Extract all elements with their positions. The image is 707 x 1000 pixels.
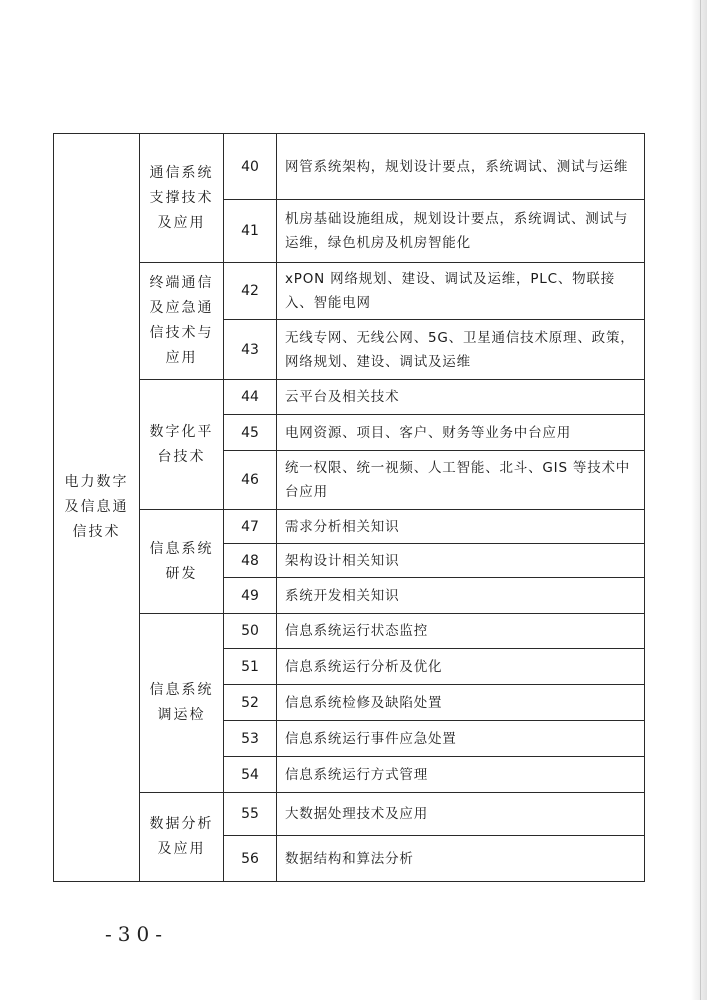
row-description: 数据结构和算法分析	[277, 836, 645, 882]
topic-group-cell	[140, 380, 224, 510]
row-number: 45	[224, 415, 277, 451]
row-description: 云平台及相关技术	[277, 380, 645, 415]
topic-group-cell	[140, 614, 224, 793]
row-number: 46	[224, 451, 277, 510]
row-description: 信息系统运行方式管理	[277, 757, 645, 793]
topic-group-cell	[140, 510, 224, 614]
row-number: 55	[224, 793, 277, 836]
row-description: 架构设计相关知识	[277, 544, 645, 578]
row-description: 大数据处理技术及应用	[277, 793, 645, 836]
row-number: 40	[224, 134, 277, 200]
row-number: 51	[224, 649, 277, 685]
topic-group-label: 数字化平台技术	[149, 423, 214, 465]
row-number: 52	[224, 685, 277, 721]
domain-group-label: 电力数字及信息通信技术	[64, 474, 129, 540]
row-number: 50	[224, 614, 277, 649]
topic-group-cell	[140, 263, 224, 380]
row-number: 43	[224, 320, 277, 380]
row-description: 网管系统架构，规划设计要点，系统调试、测试与运维	[277, 134, 645, 200]
topic-group-label: 通信系统支撑技术及应用	[149, 164, 214, 231]
row-number: 41	[224, 200, 277, 263]
row-number: 54	[224, 757, 277, 793]
table-row	[54, 614, 645, 649]
row-description: 信息系统运行分析及优化	[277, 649, 645, 685]
table-row	[54, 134, 645, 200]
row-number: 42	[224, 263, 277, 320]
table-row	[54, 380, 645, 415]
topic-table	[53, 133, 645, 882]
row-description: 信息系统运行事件应急处置	[277, 721, 645, 757]
row-description: 信息系统检修及缺陷处置	[277, 685, 645, 721]
row-number: 44	[224, 380, 277, 415]
table-row	[54, 793, 645, 836]
row-description: 统一权限、统一视频、人工智能、北斗、GIS 等技术中台应用	[277, 451, 645, 510]
topic-group-label: 信息系统研发	[149, 540, 214, 582]
row-description: 系统开发相关知识	[277, 578, 645, 614]
topic-group-cell	[140, 134, 224, 263]
row-number: 47	[224, 510, 277, 544]
row-description: 信息系统运行状态监控	[277, 614, 645, 649]
row-description: 电网资源、项目、客户、财务等业务中台应用	[277, 415, 645, 451]
topic-group-label: 信息系统调运检	[149, 682, 214, 723]
row-number: 53	[224, 721, 277, 757]
table-row	[54, 510, 645, 544]
page-edge-shadow	[691, 0, 707, 1000]
topic-group-cell	[140, 793, 224, 882]
page-edge-line	[700, 0, 701, 1000]
row-description: 需求分析相关知识	[277, 510, 645, 544]
row-description: 机房基础设施组成，规划设计要点，系统调试、测试与运维，绿色机房及机房智能化	[277, 200, 645, 263]
topic-group-label: 终端通信及应急通信技术与应用	[149, 275, 214, 366]
topic-group-label: 数据分析及应用	[149, 816, 214, 857]
page-number: -30-	[105, 922, 168, 946]
row-number: 48	[224, 544, 277, 578]
table-row	[54, 263, 645, 320]
row-description: 无线专网、无线公网、5G、卫星通信技术原理、政策，网络规划、建设、调试及运维	[277, 320, 645, 380]
domain-group-cell	[54, 134, 140, 882]
row-description: xPON 网络规划、建设、调试及运维，PLC、物联接入、智能电网	[277, 263, 645, 320]
row-number: 56	[224, 836, 277, 882]
row-number: 49	[224, 578, 277, 614]
